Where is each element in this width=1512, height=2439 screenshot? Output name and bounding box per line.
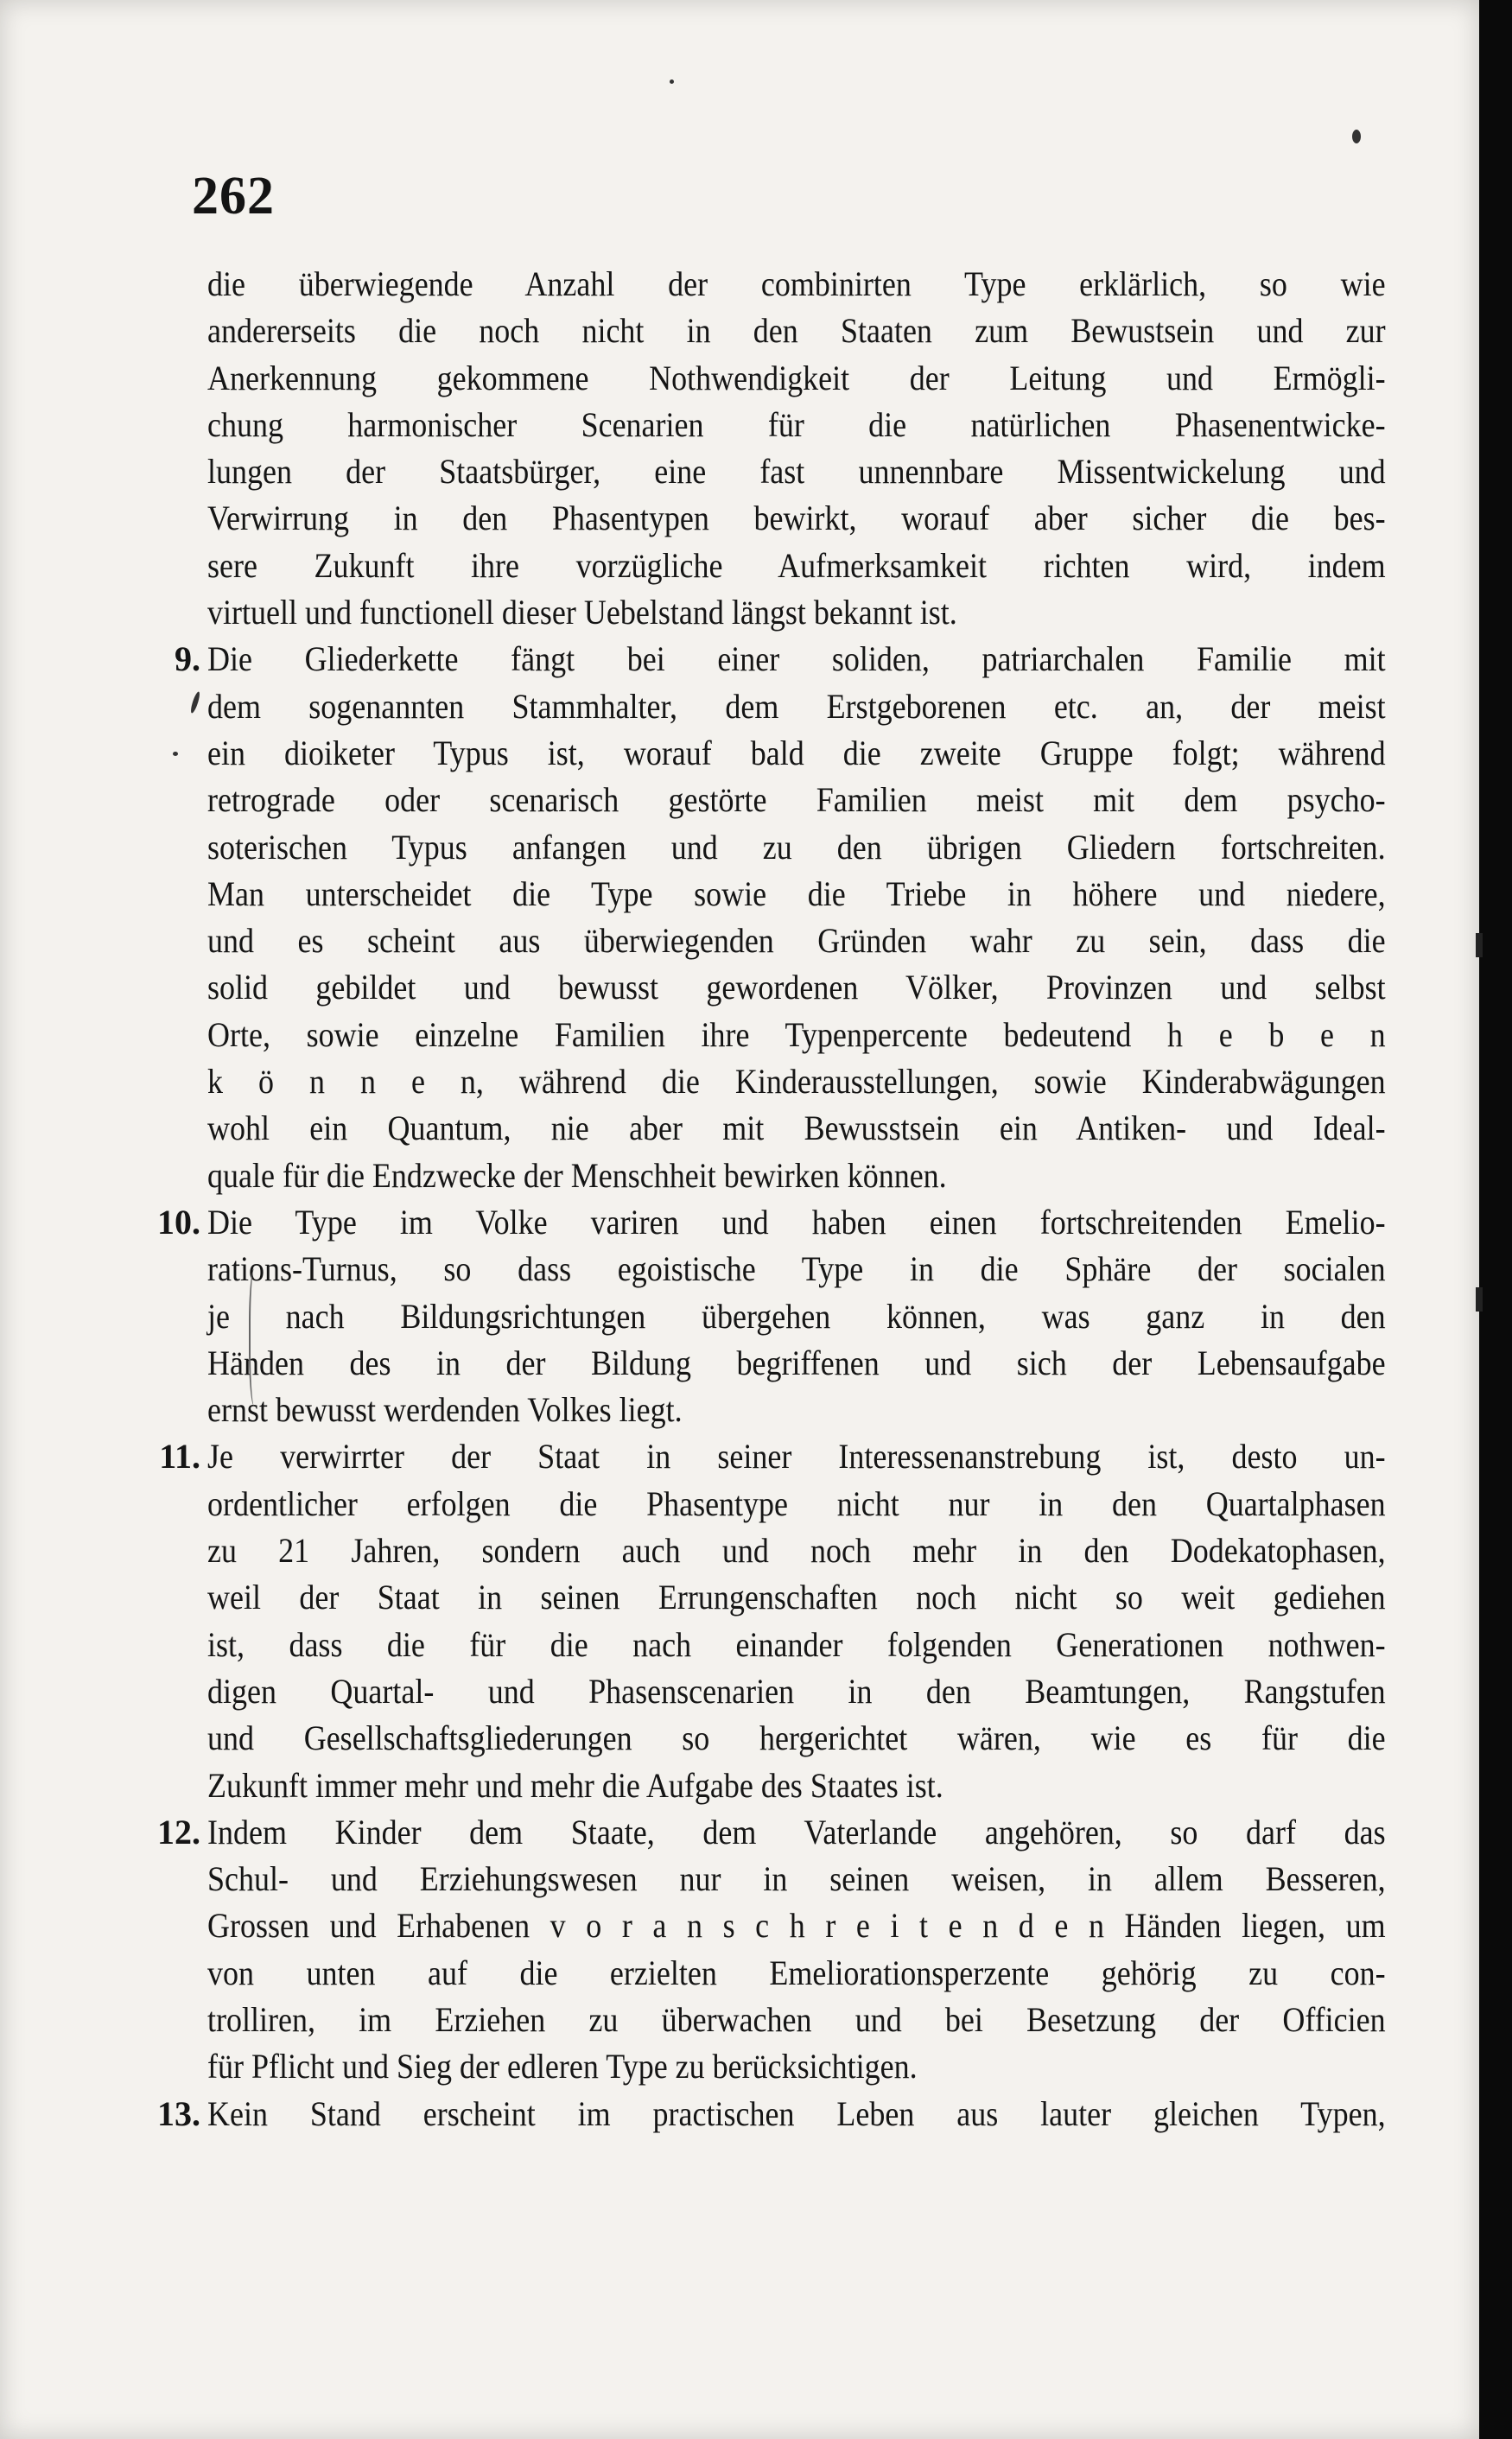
text-line: retrograde oder scenarisch gestörte Familien meist mit dem psycho- [207, 780, 1386, 820]
numbered-paragraph [157, 1809, 1387, 2091]
paragraph-number: 13. [157, 2093, 200, 2133]
text-line: Orte, sowie einzelne Familien ihre Typenpercente bedeutend h e b e n [207, 1014, 1386, 1054]
text-line: ernst bewusst werdenden Volkes liegt. [207, 1390, 683, 1430]
text-line: lungen der Staatsbürger, eine fast unnennbare Missentwickelung und [207, 452, 1386, 492]
paragraph [207, 261, 1387, 636]
text-line: Je verwirrter der Staat in seiner Interessenanstrebung ist, desto un- [207, 1437, 1386, 1477]
text-line: rations-Turnus, so dass egoistische Type in die Sphäre der socialen [207, 1249, 1386, 1289]
text-line: zu 21 Jahren, sondern auch und noch mehr in den Dodekatophasen, [207, 1531, 1386, 1571]
paragraph-number: 11. [159, 1437, 200, 1477]
text-line: quale für die Endzwecke der Menschheit bewirken können. [207, 1155, 947, 1195]
text-line: Indem Kinder dem Staate, dem Vaterlande angehören, so darf das [207, 1812, 1386, 1851]
text-line: sere Zukunft ihre vorzügliche Aufmerksamkeit richten wird, indem [207, 545, 1386, 585]
text-line: von unten auf die erzielten Emeliorationsperzente gehörig zu con- [207, 1953, 1386, 1992]
text-line: für Pflicht und Sieg der edleren Type zu berücksichtigen. [207, 2047, 918, 2086]
text-line: und Gesellschaftsgliederungen so hergerichtet wären, wie es für die [207, 1718, 1386, 1758]
text-line: Verwirrung in den Phasentypen bewirkt, worauf aber sicher die bes- [207, 499, 1386, 538]
text-line: digen Quartal- und Phasenscenarien in den Beamtungen, Rangstufen [207, 1671, 1386, 1711]
text-line: dem sogenannten Stammhalter, dem Erstgeborenen etc. an, der meist [207, 686, 1386, 726]
margin-pencil-mark [249, 1268, 263, 1407]
text-line: Die Type im Volke variren und haben einen fortschreitenden Emelio- [207, 1202, 1386, 1242]
text-line: weil der Staat in seinen Errungenschaften noch nicht so weit gediehen [207, 1578, 1386, 1617]
page-number: 262 [192, 167, 275, 225]
paragraph-number: 10. [157, 1202, 200, 1242]
text-line: k ö n n e n, während die Kinderausstellungen, sowie Kinderabwägungen [207, 1062, 1386, 1102]
text-line: wohl ein Quantum, nie aber mit Bewusstsein ein Antiken- und Ideal- [207, 1108, 1386, 1148]
text-line: und es scheint aus überwiegenden Gründen wahr zu sein, dass die [207, 921, 1386, 961]
text-line: ist, dass die für die nach einander folgenden Generationen nothwen- [207, 1624, 1386, 1664]
text-line: Anerkennung gekommene Nothwendigkeit der Leitung und Ermögli- [207, 358, 1386, 397]
text-line: solid gebildet und bewusst gewordenen Völker, Provinzen und selbst [207, 968, 1386, 1007]
ink-speck [189, 691, 201, 715]
ink-speck [670, 79, 674, 84]
text-line: ordentlicher erfolgen die Phasentype nicht nur in den Quartalphasen [207, 1483, 1386, 1523]
ink-speck [173, 752, 178, 756]
text-line: virtuell und functionell dieser Uebelstand längst bekannt ist. [207, 593, 957, 632]
numbered-paragraph [159, 1433, 1387, 1808]
body-text [157, 261, 1387, 2137]
paragraph-number: 12. [157, 1812, 200, 1851]
text-line: chung harmonischer Scenarien für die natürlichen Phasenentwicke- [207, 404, 1386, 444]
text-line: die überwiegende Anzahl der combinirten Type erklärlich, so wie [207, 264, 1386, 303]
text-line: ein dioiketer Typus ist, worauf bald die zweite Gruppe folgt; während [207, 733, 1386, 772]
edge-tab [1476, 933, 1483, 957]
text-line: Die Gliederkette fängt bei einer soliden, patriarchalen Familie mit [207, 639, 1386, 679]
numbered-paragraph [175, 636, 1387, 1199]
ink-speck [1352, 130, 1361, 143]
numbered-paragraph [157, 1199, 1387, 1433]
numbered-paragraph [157, 2091, 1387, 2137]
text-line: Händen des in der Bildung begriffenen und sich der Lebensaufgabe [207, 1343, 1386, 1382]
text-line: Kein Stand erscheint im practischen Leben aus lauter gleichen Typen, [207, 2093, 1386, 2133]
text-line: Man unterscheidet die Type sowie die Triebe in höhere und niedere, [207, 873, 1386, 913]
text-line: andererseits die noch nicht in den Staaten zum Bewustsein und zur [207, 311, 1386, 351]
text-line: soterischen Typus anfangen und zu den übrigen Gliedern fortschreiten. [207, 827, 1386, 867]
paragraph-number: 9. [175, 639, 200, 679]
text-line: je nach Bildungsrichtungen übergehen können, was ganz in den [207, 1296, 1386, 1336]
text-line: Zukunft immer mehr und mehr die Aufgabe des Staates ist. [207, 1765, 943, 1805]
edge-tab [1476, 1287, 1483, 1312]
page-edge [1479, 0, 1512, 2439]
text-line: Grossen und Erhabenen v o r a n s c h r e i t e n d e n Händen liegen, um [207, 1906, 1386, 1946]
text-line: trolliren, im Erziehen zu überwachen und bei Besetzung der Officien [207, 1999, 1386, 2039]
text-line: Schul- und Erziehungswesen nur in seinen weisen, in allem Besseren, [207, 1859, 1386, 1899]
